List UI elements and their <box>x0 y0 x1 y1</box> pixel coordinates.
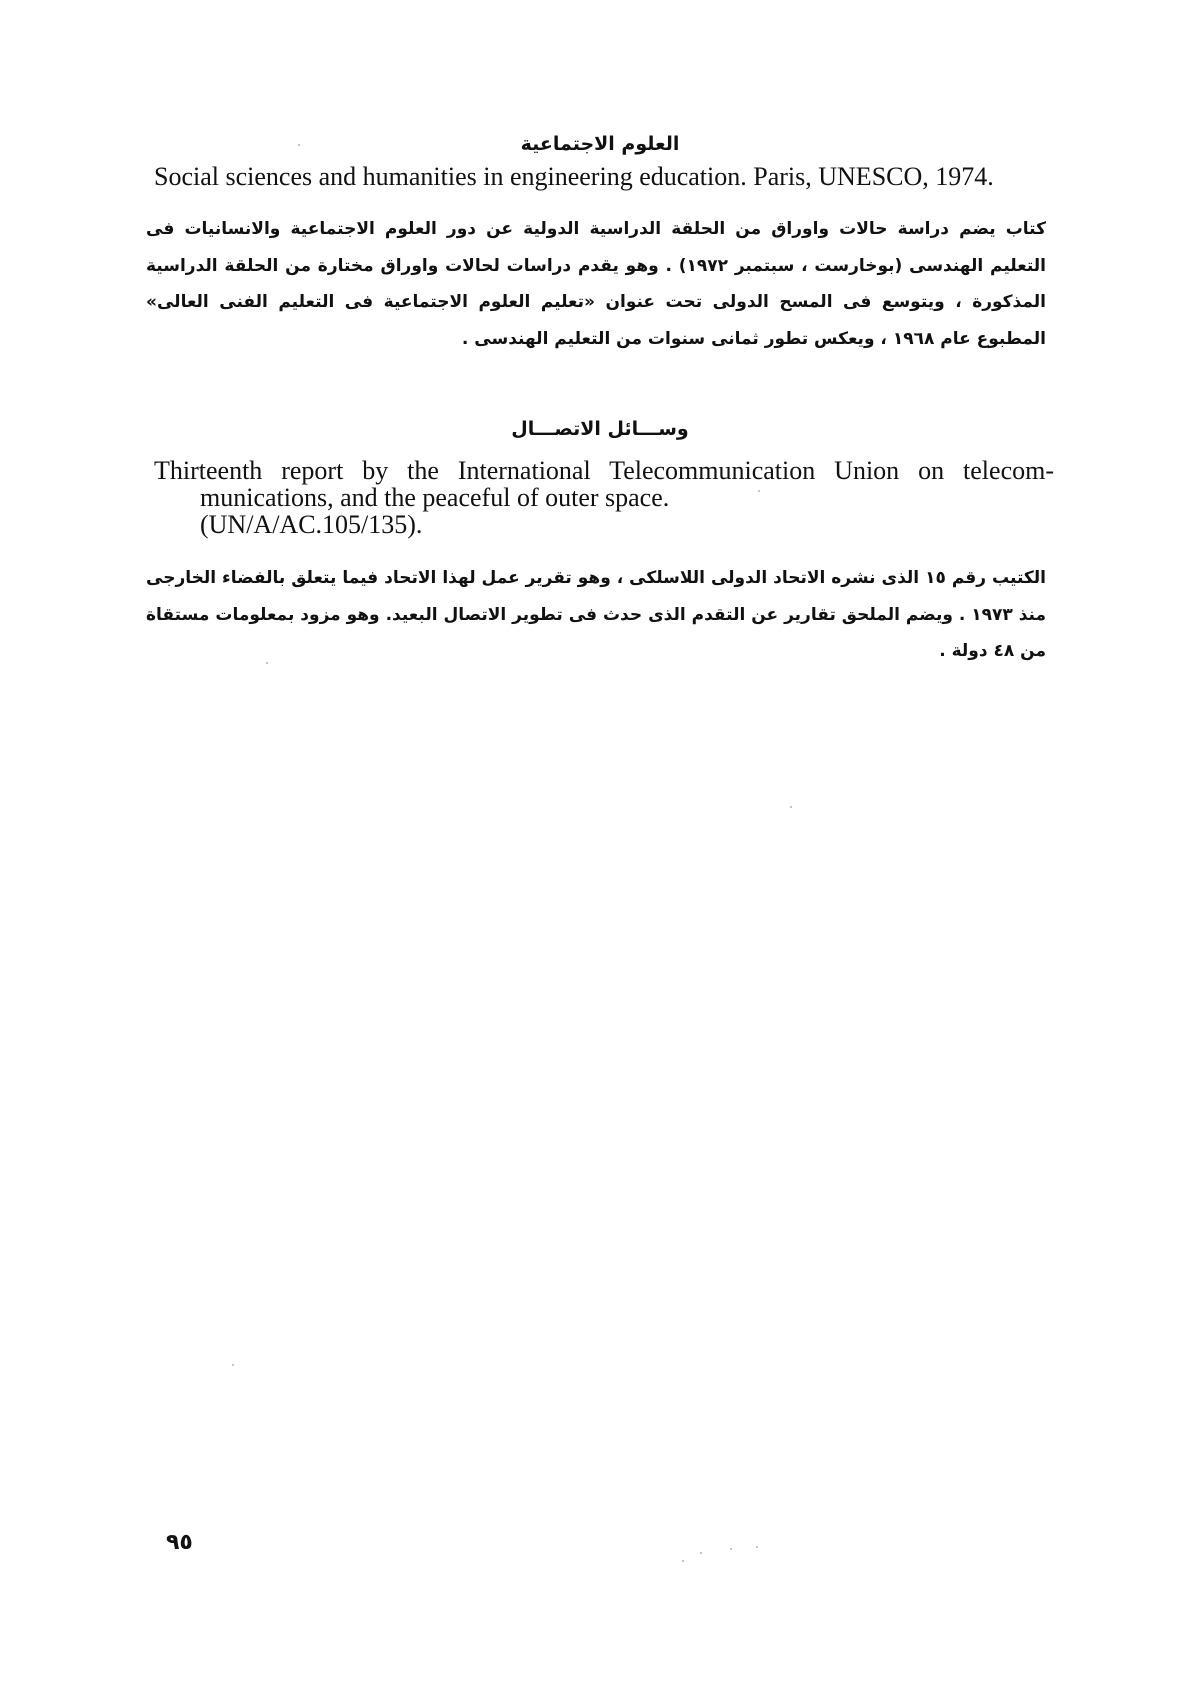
scan-speck <box>266 662 268 664</box>
section-heading-communications: وســـائل الاتصـــال <box>511 418 689 440</box>
scan-speck <box>758 490 760 492</box>
citation-telecommunications <box>154 457 1054 538</box>
description-social-sciences: كتاب يضم دراسة حالات واوراق من الحلقة الدراسية الدولية عن دور العلوم الاجتماعية والانسانيات فى التعليم الهندسى (بوخارست ، سبتمبر ١٩٧٢) . وهو يقدم دراسات لحالات واوراق مختارة من الحلقة الدراسية المذكورة ، ويتوسع فى المسح الدولى تحت عنوان «تعليم العلوم الاجتماعية فى التعليم الفنى العالى» المطبوع عام ١٩٦٨ ، ويعكس تطور ثمانى سنوات من التعليم الهندسى . <box>146 219 1046 349</box>
scan-speck <box>730 1548 732 1550</box>
scan-speck <box>682 1560 684 1562</box>
citation-line-2: munications, and the peaceful of outer space. <box>200 483 670 512</box>
scan-speck <box>756 1546 758 1548</box>
citation-line-3: (UN/A/AC.105/135). <box>200 510 423 539</box>
description-telecommunications: الكتيب رقم ١٥ الذى نشره الاتحاد الدولى اللاسلكى ، وهو تقرير عمل لهذا الاتحاد فيما يتعلق بالفضاء الخارجى منذ ١٩٧٣ . ويضم الملحق تقارير عن التقدم الذى حدث فى تطوير الاتصال البعيد. وهو مزود بمعلومات مستقاة من ٤٨ دولة . <box>146 568 1046 661</box>
section-heading-social-sciences: العلوم الاجتماعية <box>520 133 680 155</box>
scan-speck <box>700 1552 702 1554</box>
citation-line-1: Thirteenth report by the International Telecommunication Union on telecom- <box>154 456 1054 485</box>
scan-speck <box>232 1364 234 1366</box>
citation-social-sciences: Social sciences and humanities in engineering education. Paris, UNESCO, 1974. <box>154 162 994 191</box>
page-number: ٩٥ <box>166 1530 193 1555</box>
scan-speck <box>790 806 792 808</box>
scan-speck <box>298 144 300 146</box>
